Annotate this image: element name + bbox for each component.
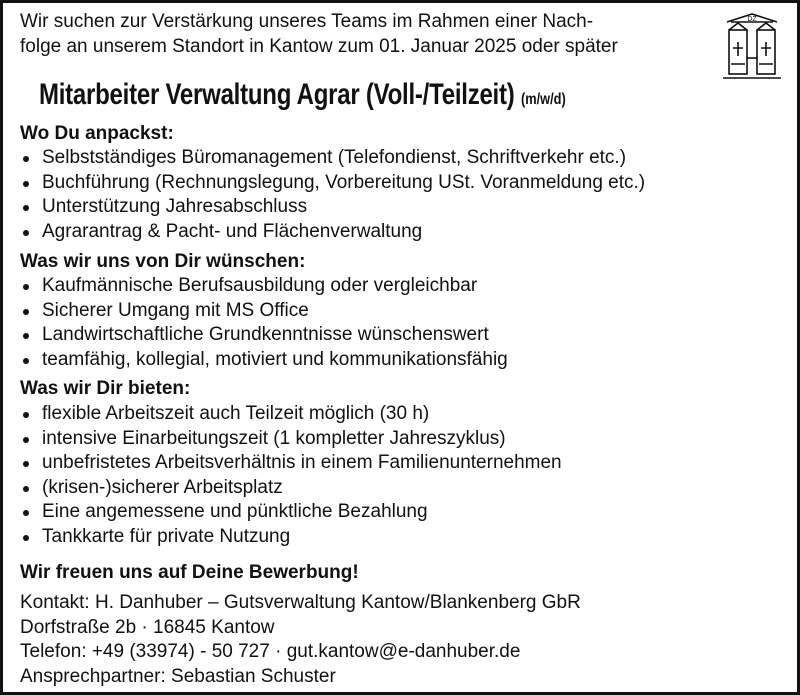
list-item: Selbstständiges Büromanagement (Telefondienst, Schriftverkehr etc.) (20, 146, 645, 171)
section-list (20, 402, 562, 549)
phone-email-line: Telefon: +49 (33974) - 50 727 · gut.kantow@e-danhuber.de (20, 641, 521, 662)
list-item: Landwirtschaftliche Grundkenntnisse wünschenswert (20, 323, 508, 348)
list-item: Unterstützung Jahresabschluss (20, 195, 645, 220)
logo-text: DZ (747, 16, 757, 23)
job-title-main: Mitarbeiter Verwaltung Agrar (Voll-/Teilzeit) (39, 78, 515, 111)
list-item: intensive Einarbeitungszeit (1 kompletter Jahreszyklus) (20, 427, 562, 452)
section-list (20, 274, 508, 372)
section-heading: Was wir uns von Dir wünschen: (20, 251, 306, 272)
list-item: Eine angemessene und pünktliche Bezahlung (20, 500, 562, 525)
job-title-suffix: (m/w/d) (520, 91, 566, 108)
list-item: Sicherer Umgang mit MS Office (20, 299, 508, 324)
contact-person-line: Ansprechpartner: Sebastian Schuster (20, 665, 336, 687)
closing-line: Wir freuen uns auf Deine Bewerbung! (20, 562, 359, 583)
list-item: (krisen-)sicherer Arbeitsplatz (20, 476, 562, 501)
contact-block (20, 591, 581, 689)
list-item: Kaufmännische Berufsausbildung oder vergleichbar (20, 274, 508, 299)
intro-line: folge an unserem Standort in Kantow zum 01. Januar 2025 oder später (20, 36, 618, 57)
list-item: Buchführung (Rechnungslegung, Vorbereitung USt. Voranmeldung etc.) (20, 171, 645, 196)
estate-crest-icon (721, 8, 783, 82)
list-item: Tankkarte für private Nutzung (20, 525, 562, 550)
contact-line: Kontakt: H. Danhuber – Gutsverwaltung Kantow/Blankenberg GbR (20, 592, 581, 613)
list-item: Agrarantrag & Pacht- und Flächenverwaltung (20, 220, 645, 245)
intro-line: Wir suchen zur Verstärkung unseres Teams im Rahmen einer Nach- (20, 11, 594, 32)
list-item: teamfähig, kollegial, motiviert und kommunikationsfähig (20, 348, 508, 373)
list-item: flexible Arbeitszeit auch Teilzeit möglich (30 h) (20, 402, 562, 427)
section-list (20, 146, 645, 244)
list-item: unbefristetes Arbeitsverhältnis in einem Familienunternehmen (20, 451, 562, 476)
intro-text (20, 9, 720, 59)
address-line: Dorfstraße 2b · 16845 Kantow (20, 616, 275, 638)
section-heading: Was wir Dir bieten: (20, 378, 191, 399)
section-heading: Wo Du anpackst: (20, 123, 174, 144)
job-title (39, 78, 566, 117)
